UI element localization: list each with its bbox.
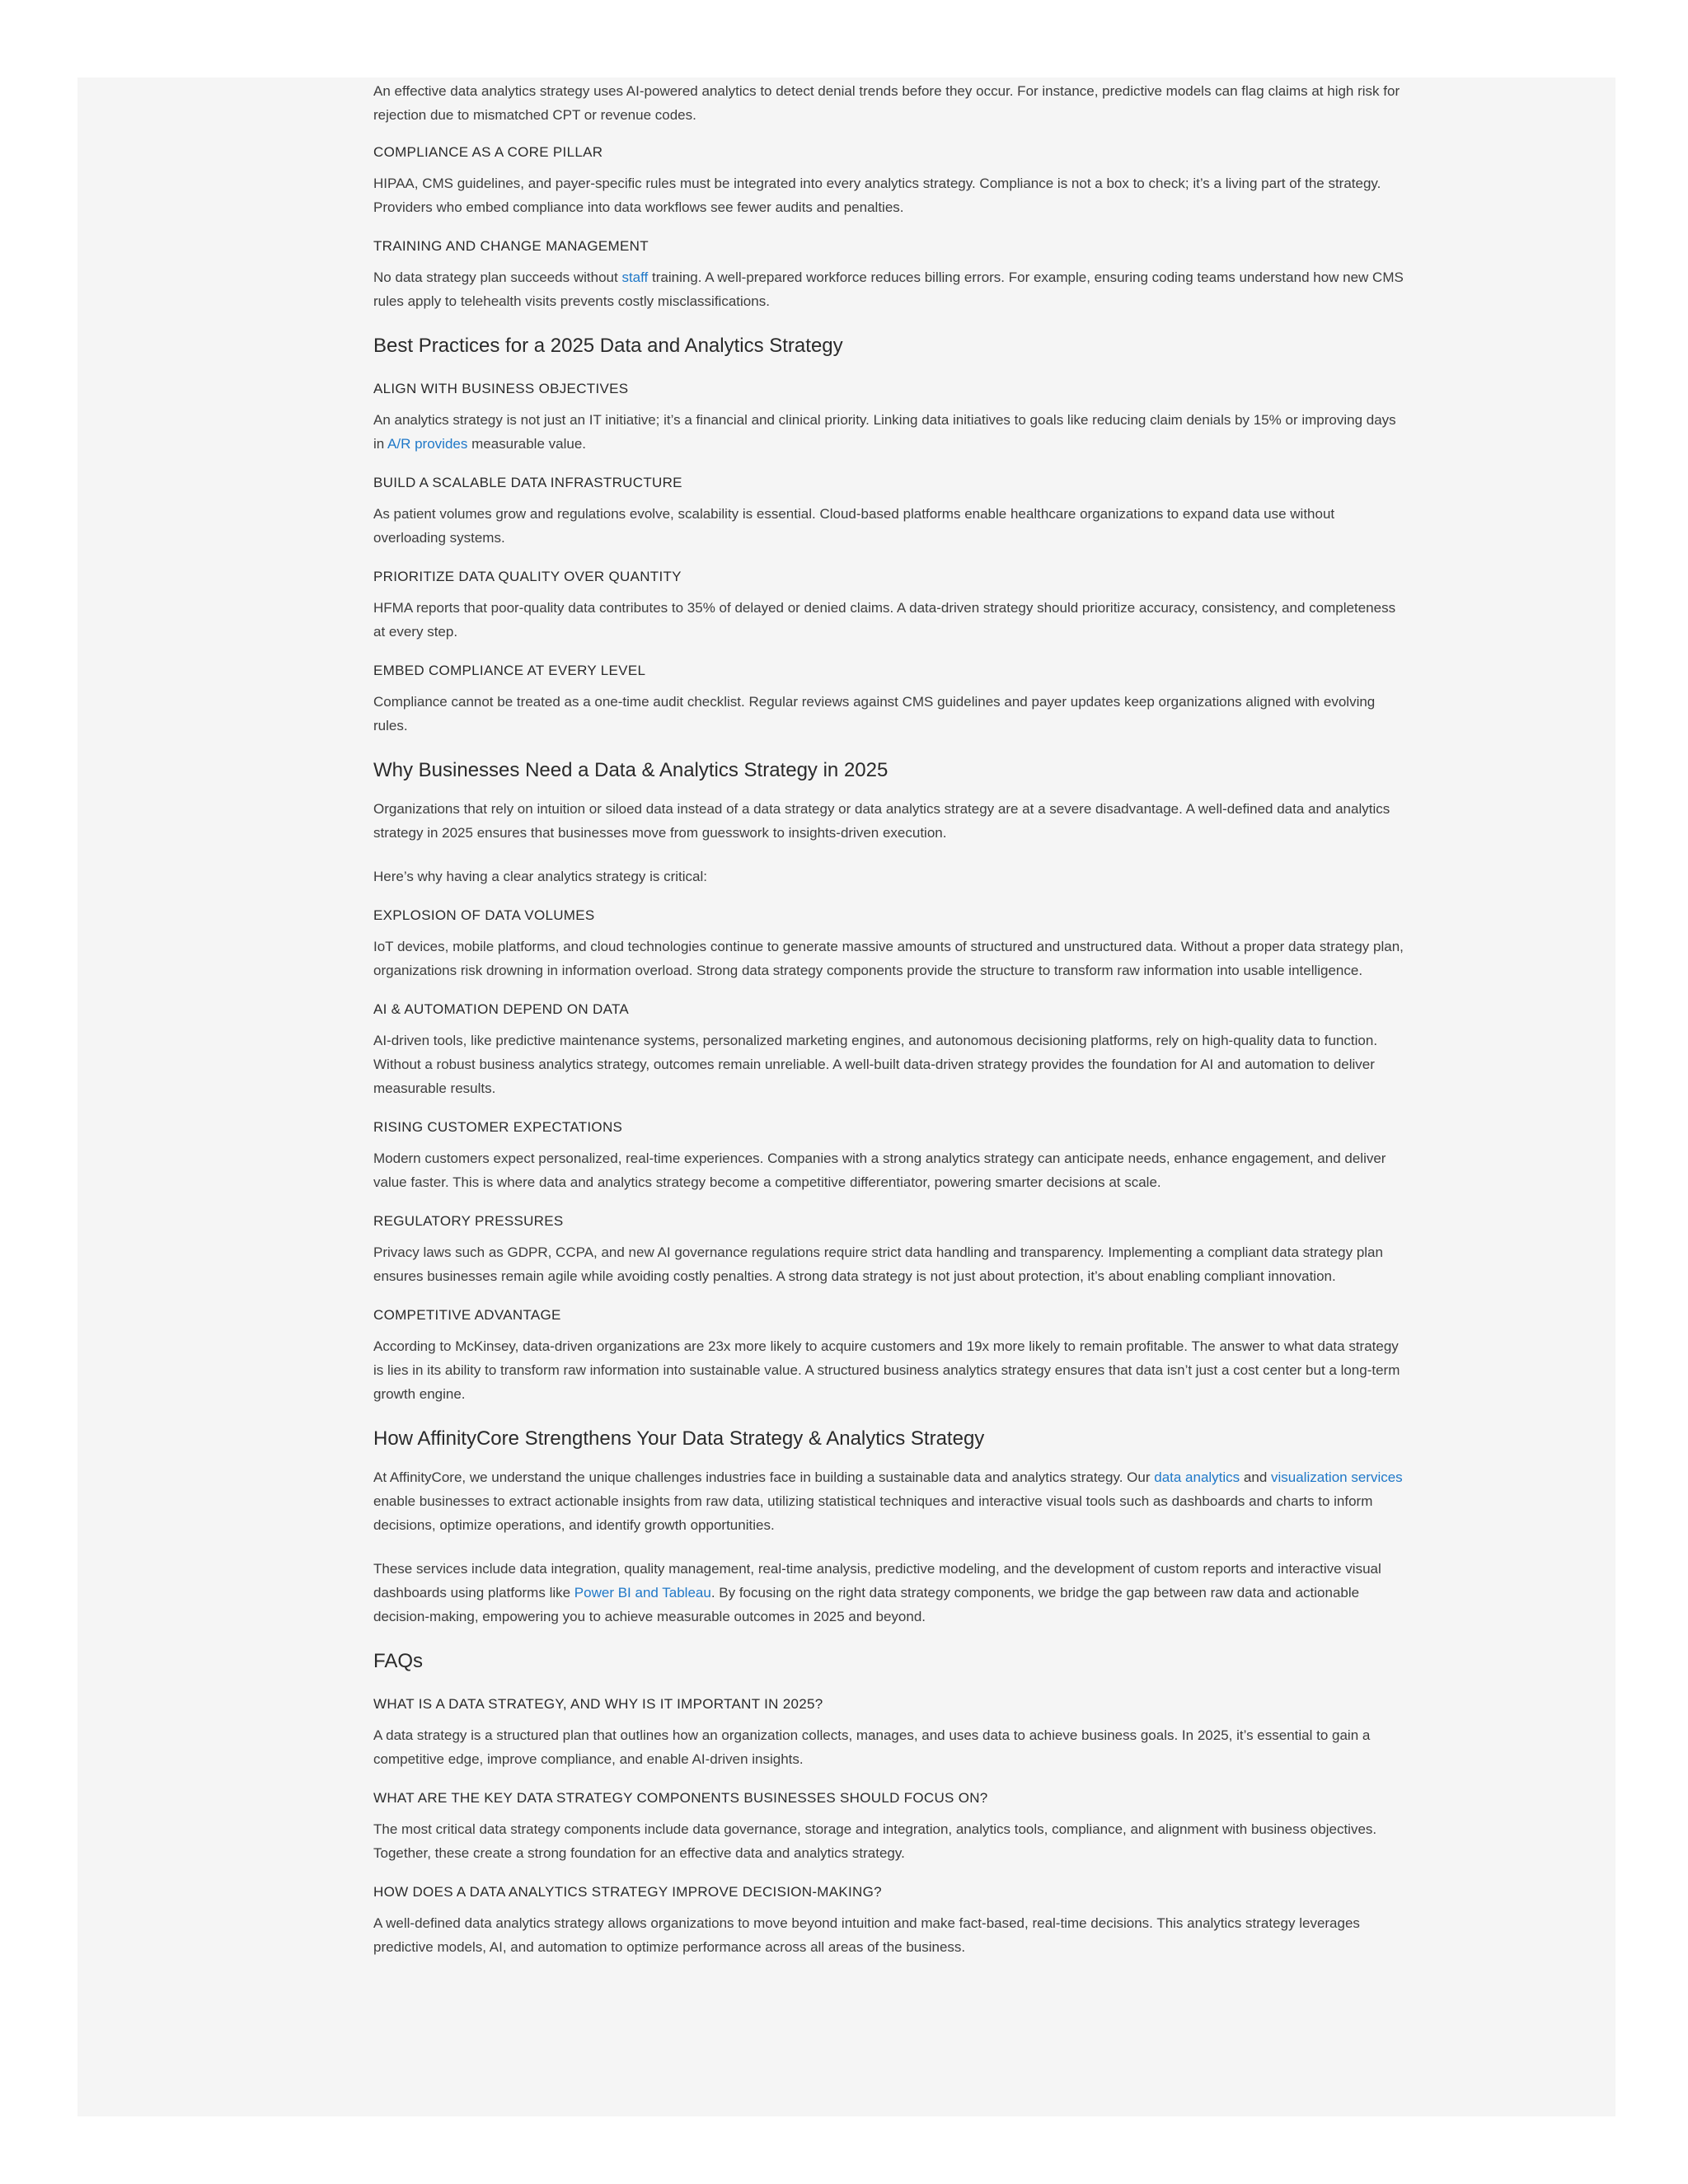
why-paragraph: Organizations that rely on intuition or siloed data instead of a data strategy or data analytics strategy are at a severe disadvantage. A well-defined data and analytics strategy in 2025 ensures that businesses move from guesswork to insights-driven execution. (373, 801, 1390, 841)
faq3-question: HOW DOES A DATA ANALYTICS STRATEGY IMPROVE DECISION-MAKING? (373, 1884, 882, 1900)
regulatory-heading: REGULATORY PRESSURES (373, 1213, 564, 1229)
compliance-heading: COMPLIANCE AS A CORE PILLAR (373, 144, 603, 160)
customer-heading: RISING CUSTOMER EXPECTATIONS (373, 1119, 623, 1135)
align-paragraph: An analytics strategy is not just an IT initiative; it’s a financial and clinical priority. Linking data initiatives to goals like reducing claim denials by 15% or improving days in A/R provides measurable value. (373, 412, 1396, 452)
affinity-paragraph-2: These services include data integration, quality management, real-time analysis, predictive modeling, and the development of custom reports and interactive visual dashboards using platforms like Power BI and Tableau. By focusing on the right data strategy components, we bridge the gap between raw data and actionable decision-making, empowering you to achieve measurable outcomes in 2025 and beyond. (373, 1561, 1381, 1624)
embed-heading: EMBED COMPLIANCE AT EVERY LEVEL (373, 663, 646, 678)
training-paragraph: No data strategy plan succeeds without staff training. A well-prepared workforce reduces billing errors. For example, ensuring coding teams understand how new CMS rules apply to telehealth visits prevents costly misclassifications. (373, 269, 1404, 309)
quality-paragraph: HFMA reports that poor-quality data contributes to 35% of delayed or denied claims. A data-driven strategy should prioritize accuracy, consistency, and completeness at every step. (373, 600, 1396, 640)
why-title: Why Businesses Need a Data & Analytics Strategy in 2025 (373, 759, 889, 781)
affinity-paragraph-1: At AffinityCore, we understand the unique challenges industries face in building a sustainable data and analytics strategy. Our data analytics and visualization services enable businesses to extract actionable insights from raw data, utilizing statistical techniques and interactive visual tools such as dashboards and charts to inform decisions, optimize operations, and identify growth opportunities. (373, 1469, 1403, 1533)
visualization-services-link[interactable]: visualization services (1271, 1469, 1403, 1485)
article-panel (77, 77, 1615, 2116)
faq1-answer: A data strategy is a structured plan that outlines how an organization collects, manages, and uses data to achieve business goals. In 2025, it’s essential to gain a competitive edge, improve compliance, and enable AI-driven insights. (373, 1727, 1371, 1767)
faq1-question: WHAT IS A DATA STRATEGY, AND WHY IS IT IMPORTANT IN 2025? (373, 1696, 823, 1712)
faq2-answer: The most critical data strategy components include data governance, storage and integration, analytics tools, compliance, and alignment with business objectives. Together, these create a strong foundation for an effective data and analytics strategy. (373, 1821, 1377, 1861)
affinity-title: How AffinityCore Strengthens Your Data Strategy & Analytics Strategy (373, 1427, 985, 1450)
faq3-answer: A well-defined data analytics strategy allows organizations to move beyond intuition and make fact-based, real-time decisions. This analytics strategy leverages predictive models, AI, and automation to optimize performance across all areas of the business. (373, 1915, 1360, 1955)
quality-heading: PRIORITIZE DATA QUALITY OVER QUANTITY (373, 569, 682, 584)
faq2-question: WHAT ARE THE KEY DATA STRATEGY COMPONENTS BUSINESSES SHOULD FOCUS ON? (373, 1790, 988, 1806)
staff-link[interactable]: staff (621, 269, 649, 285)
ar-provides-link[interactable]: A/R provides (387, 436, 468, 452)
explosion-paragraph: IoT devices, mobile platforms, and cloud technologies continue to generate massive amounts of structured and unstructured data. Without a proper data strategy plan, organizations risk drowning in information overload. Strong data strategy components provide the structure to transform raw information into usable intelligence. (373, 939, 1404, 978)
intro-paragraph: An effective data analytics strategy uses AI-powered analytics to detect denial trends before they occur. For instance, predictive models can flag claims at high risk for rejection due to mismatched CPT or revenue codes. (373, 83, 1400, 123)
ai-heading: AI & AUTOMATION DEPEND ON DATA (373, 1001, 630, 1017)
training-heading: TRAINING AND CHANGE MANAGEMENT (373, 238, 649, 254)
customer-paragraph: Modern customers expect personalized, real-time experiences. Companies with a strong analytics strategy can anticipate needs, enhance engagement, and deliver value faster. This is where data and analytics strategy become a competitive differentiator, powering smarter decisions at scale. (373, 1151, 1386, 1190)
compliance-paragraph: HIPAA, CMS guidelines, and payer-specific rules must be integrated into every analytics strategy. Compliance is not a box to check; it’s a living part of the strategy. Providers who embed compliance into data workflows see fewer audits and penalties. (373, 176, 1381, 215)
scalable-heading: BUILD A SCALABLE DATA INFRASTRUCTURE (373, 475, 682, 490)
faqs-title: FAQs (373, 1650, 424, 1672)
why-intro: Here’s why having a clear analytics strategy is critical: (373, 869, 708, 884)
power-bi-tableau-link[interactable]: Power BI and Tableau (574, 1585, 711, 1601)
competitive-paragraph: According to McKinsey, data-driven organizations are 23x more likely to acquire customers and 19x more likely to remain profitable. The answer to what data strategy is lies in its ability to transform raw information into sustainable value. A structured business analytics strategy ensures that data isn’t just a cost center but a long-term growth engine. (373, 1338, 1400, 1402)
embed-paragraph: Compliance cannot be treated as a one-time audit checklist. Regular reviews against CMS guidelines and payer updates keep organizations aligned with evolving rules. (373, 694, 1376, 733)
explosion-heading: EXPLOSION OF DATA VOLUMES (373, 907, 595, 923)
align-heading: ALIGN WITH BUSINESS OBJECTIVES (373, 381, 629, 396)
scalable-paragraph: As patient volumes grow and regulations evolve, scalability is essential. Cloud-based platforms enable healthcare organizations to expand data use without overloading systems. (373, 506, 1335, 546)
best-practices-title: Best Practices for a 2025 Data and Analytics Strategy (373, 335, 843, 357)
competitive-heading: COMPETITIVE ADVANTAGE (373, 1307, 561, 1323)
ai-paragraph: AI-driven tools, like predictive maintenance systems, personalized marketing engines, and autonomous decisioning platforms, rely on high-quality data to function. Without a robust business analytics strategy, outcomes remain unreliable. A well-built data-driven strategy provides the foundation for AI and automation to deliver measurable results. (373, 1033, 1378, 1096)
data-analytics-link[interactable]: data analytics (1154, 1469, 1240, 1485)
article-content (373, 77, 1404, 1959)
regulatory-paragraph: Privacy laws such as GDPR, CCPA, and new AI governance regulations require strict data handling and transparency. Implementing a compliant data strategy plan ensures businesses remain agile while avoiding costly penalties. A strong data strategy is not just about protection, it’s about enabling compliant innovation. (373, 1244, 1383, 1284)
